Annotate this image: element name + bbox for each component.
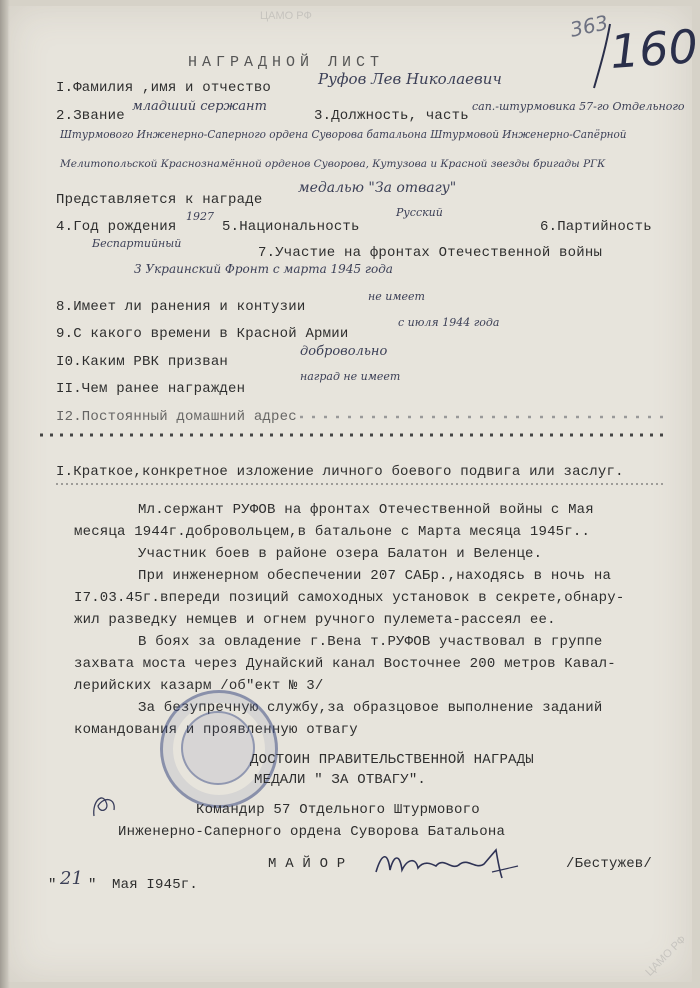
body-line-6: жил разведку немцев и огнем ручного пулемета-рассеял ее. xyxy=(74,612,556,628)
official-seal-stamp xyxy=(160,690,278,808)
archive-page-number-pencil: 363 xyxy=(567,10,611,42)
watermark-right: ЦАМО РФ xyxy=(643,933,689,979)
signatory-line-2: Инженерно-Саперного ордена Суворова Батальона xyxy=(118,824,506,840)
field-3-value-a: сап.-штурмовика 57-го Отдельного xyxy=(472,100,685,113)
field-7-label: 7.Участие на фронтах Отечественной войны xyxy=(258,245,603,261)
body-line-3: Участник боев в районе озера Балатон и Веленце. xyxy=(138,546,543,562)
body-line-10: За безупречную службу,за образцовое выполнение заданий xyxy=(138,700,603,716)
field-8-value: не имеет xyxy=(368,290,425,303)
body-line-5: I7.03.45г.впереди позиций самоходных установок в секрете,обнару- xyxy=(74,590,625,606)
body-line-7: В боях за овладение г.Вена т.РУФОВ участвовал в группе xyxy=(138,634,603,650)
field-5-value: Русский xyxy=(396,206,443,219)
field-2-value: младший сержант xyxy=(132,99,267,114)
page-edge-shadow xyxy=(0,0,10,988)
date-quote-close: " xyxy=(88,877,97,893)
body-line-2: месяца 1944г.добровольцем,в батальоне с Марта месяца 1945г.. xyxy=(74,524,591,540)
body-line-4: При инженерном обеспечении 207 САБр.,находясь в ночь на xyxy=(138,568,612,584)
section-underline xyxy=(56,482,666,486)
separator-dots-address xyxy=(300,412,670,422)
left-initials-mark xyxy=(88,788,122,822)
field-6-label: 6.Партийность xyxy=(540,219,652,235)
field-9-value: с июля 1944 года xyxy=(398,316,500,329)
document-title: НАГРАДНОЙ ЛИСТ xyxy=(188,54,385,71)
field-3-value-c: Мелитопольской Краснознамённой орденов Суворова, Кутузова и Красной звезды бригады РГК xyxy=(60,158,606,170)
field-1-label: I.Фамилия ,имя и отчество xyxy=(56,80,272,96)
field-11-label: II.Чем ранее награжден xyxy=(56,381,246,397)
body-line-1: Мл.сержант РУФОВ на фронтах Отечественной войны с Мая xyxy=(138,502,594,518)
nominated-label: Представляется к награде xyxy=(56,192,263,208)
seal-emblem xyxy=(181,711,255,785)
date-quote-open: " xyxy=(48,877,57,893)
field-8-label: 8.Имеет ли ранения и контузии xyxy=(56,299,306,315)
archive-page-number-ink: 160 xyxy=(608,19,700,79)
field-2-label: 2.Звание xyxy=(56,108,125,124)
field-5-label: 5.Национальность xyxy=(222,219,360,235)
date-rest: Мая I945г. xyxy=(112,877,199,893)
separator-dots xyxy=(40,430,670,440)
field-3-value-b: Штурмового Инженерно-Саперного ордена Суворова батальона Штурмовой Инженерно-Сапёрной xyxy=(60,128,627,141)
body-line-8: захвата моста через Дунайский канал Восточнее 200 метров Кавал- xyxy=(74,656,616,672)
section-heading: I.Краткое,конкретное изложение личного боевого подвига или заслуг. xyxy=(56,464,624,480)
field-6-value: Беспартийный xyxy=(92,237,182,250)
field-4-label: 4.Год рождения xyxy=(56,219,177,235)
field-10-value: добровольно xyxy=(300,344,388,359)
field-12-label: I2.Постоянный домашний адрес xyxy=(56,409,297,425)
body-line-11: командования и проявленную отвагу xyxy=(74,722,358,738)
field-4-value: 1927 xyxy=(186,210,214,223)
nominated-value: медалью "За отвагу" xyxy=(298,180,457,196)
field-11-value: наград не имеет xyxy=(300,370,401,383)
conclusion-line-1: ДОСТОИН ПРАВИТЕЛЬСТВЕННОЙ НАГРАДЫ xyxy=(250,752,534,768)
field-1-value: Руфов Лев Николаевич xyxy=(318,70,502,88)
body-line-9: лерийских казарм /об"ект № 3/ xyxy=(74,678,324,694)
field-9-label: 9.С какого времени в Красной Армии xyxy=(56,326,349,342)
field-3-label: 3.Должность, часть xyxy=(314,108,469,124)
field-7-value: 3 Украинский Фронт с марта 1945 года xyxy=(134,262,393,276)
commander-signature xyxy=(372,842,522,882)
conclusion-line-2: МЕДАЛИ " ЗА ОТВАГУ". xyxy=(254,772,427,788)
field-10-label: I0.Каким РВК призван xyxy=(56,354,229,370)
archive-number-slash-mark xyxy=(588,22,618,92)
signatory-rank: М А Й О Р xyxy=(268,856,346,872)
signatory-name: /Бестужев/ xyxy=(566,856,653,872)
watermark-top: ЦАМО РФ xyxy=(260,10,312,22)
signatory-line-1: Командир 57 Отдельного Штурмового xyxy=(196,802,480,818)
date-day: 21 xyxy=(60,868,83,889)
